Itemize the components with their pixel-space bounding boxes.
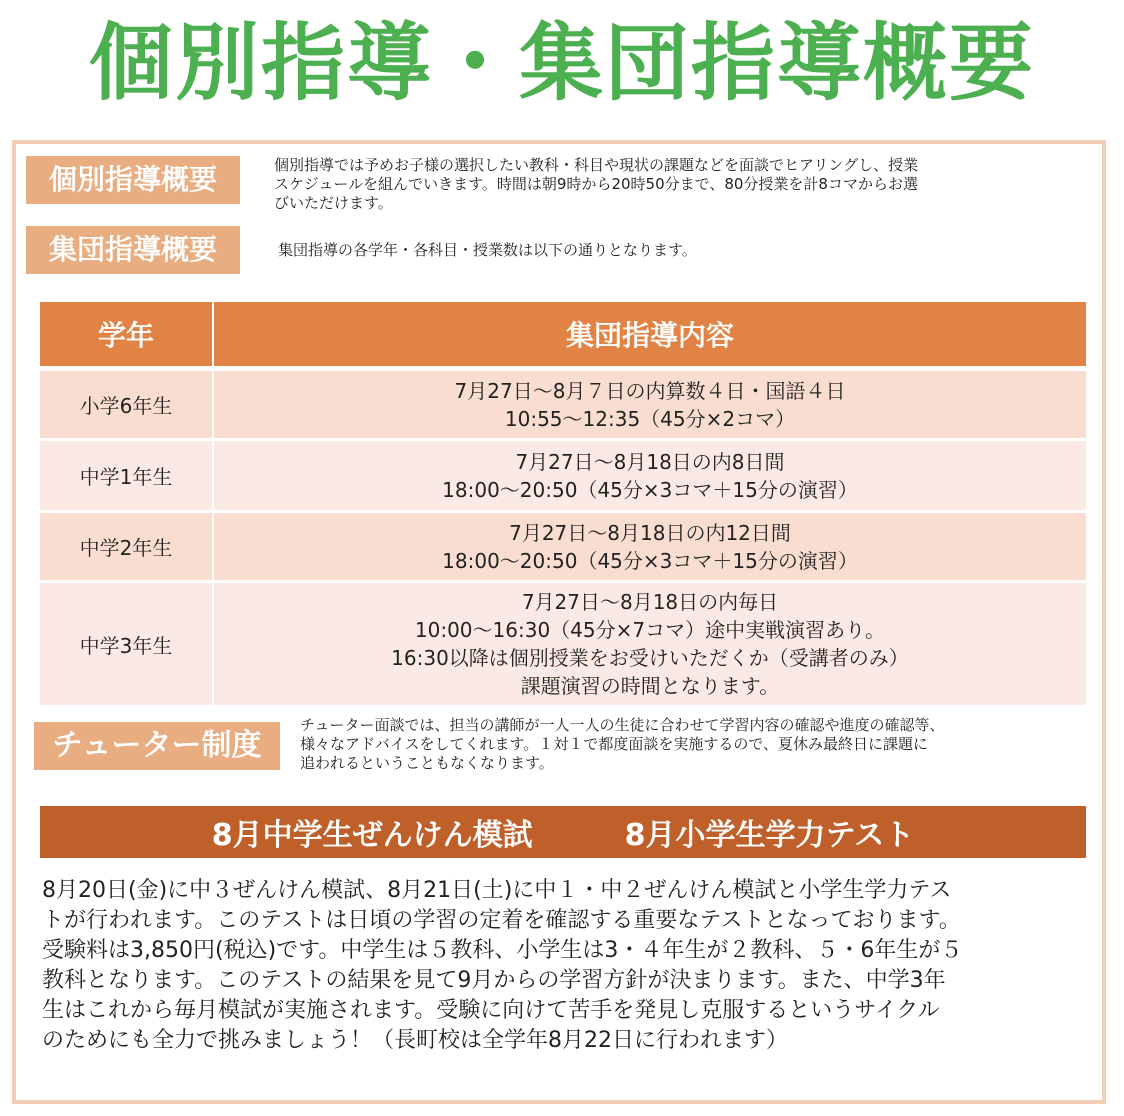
tutor-label: チューター制度 xyxy=(34,722,280,770)
individual-line: スケジュールを組んでいきます。時間は朝9時から20時50分まで、80分授業を計8コマからお選 xyxy=(274,175,918,193)
row-line: 7月27日〜8月18日の内12日間 xyxy=(509,520,791,545)
row-grade: 小学6年生 xyxy=(40,371,212,438)
row-content xyxy=(214,441,1086,510)
group-label: 集団指導概要 xyxy=(26,226,240,274)
row-grade: 中学3年生 xyxy=(40,583,212,705)
paragraph-line: トが行われます。このテストは日頃の学習の定着を確認する重要なテストとなっております。 xyxy=(42,908,961,933)
row-content xyxy=(214,513,1086,580)
row-line: 課題演習の時間となります。 xyxy=(520,674,780,698)
row-line: 7月27日〜8月18日の内毎日 xyxy=(521,590,779,614)
row-content xyxy=(214,583,1086,705)
paragraph-line: 受験料は3,850円(税込)です。中学生は５教科、小学生は3・４年生が２教科、５・6年生が５ xyxy=(42,938,963,963)
tutor-line: 追われるということもなくなります。 xyxy=(300,754,554,772)
page-title: 個別指導・集団指導概要 xyxy=(88,14,1035,112)
group-description: 集団指導の各学年・各科目・授業数は以下の通りとなります。 xyxy=(278,241,697,259)
paragraph-line: 8月20日(金)に中３ぜんけん模試、8月21日(土)に中１・中２ぜんけん模試と小学生学力テス xyxy=(42,878,952,903)
table-row xyxy=(40,371,1086,438)
header-content: 集団指導内容 xyxy=(565,319,734,352)
row-line: 18:00〜20:50（45分×3コマ＋15分の演習） xyxy=(442,477,858,502)
table-row xyxy=(40,583,1086,705)
table-row xyxy=(40,513,1086,580)
row-line: 10:55〜12:35（45分×2コマ） xyxy=(504,406,796,431)
row-grade: 中学2年生 xyxy=(40,513,212,580)
tutor-description xyxy=(300,716,1090,773)
paragraph-line: 教科となります。このテストの結果を見て9月からの学習方針が決まります。また、中学3年 xyxy=(42,968,946,993)
banner-junior-high-test: 8月中学生ぜんけん模試 xyxy=(211,818,533,853)
individual-description xyxy=(274,156,1074,213)
individual-line: 個別指導では予めお子様の選択したい教科・科目や現状の課題などを面談でヒアリングし、授業 xyxy=(274,156,919,174)
individual-label: 個別指導概要 xyxy=(26,156,240,204)
paragraph-line: 生はこれから毎月模試が実施されます。受験に向けて苦手を発見し克服するというサイクル xyxy=(42,998,940,1023)
banner-elementary-test: 8月小学生学力テスト xyxy=(624,818,915,853)
test-description xyxy=(42,876,1092,1056)
row-content xyxy=(214,371,1086,438)
schedule-table xyxy=(40,302,1086,705)
row-grade: 中学1年生 xyxy=(40,441,212,510)
row-line: 10:00〜16:30（45分×7コマ）途中実戦演習あり。 xyxy=(414,618,886,642)
test-banner xyxy=(40,806,1086,858)
tutor-line: 様々なアドバイスをしてくれます。１対１で都度面談を実施するので、夏休み最終日に課題に xyxy=(300,735,929,753)
table-header xyxy=(40,302,1086,366)
individual-line: びいただけます。 xyxy=(274,194,393,212)
tutor-line: チューター面談では、担当の講師が一人一人の生徒に合わせて学習内容の確認や進度の確認等、 xyxy=(300,716,945,734)
row-line: 7月27日〜8月７日の内算数４日・国語４日 xyxy=(454,378,846,403)
paragraph-line: のためにも全力で挑みましょう！（長町校は全学年8月22日に行われます） xyxy=(42,1028,788,1053)
header-grade: 学年 xyxy=(97,319,154,352)
row-line: 16:30以降は個別授業をお受けいただくか（受講者のみ） xyxy=(391,646,909,670)
row-line: 18:00〜20:50（45分×3コマ＋15分の演習） xyxy=(442,548,858,573)
table-row xyxy=(40,441,1086,510)
row-line: 7月27日〜8月18日の内8日間 xyxy=(515,449,785,474)
